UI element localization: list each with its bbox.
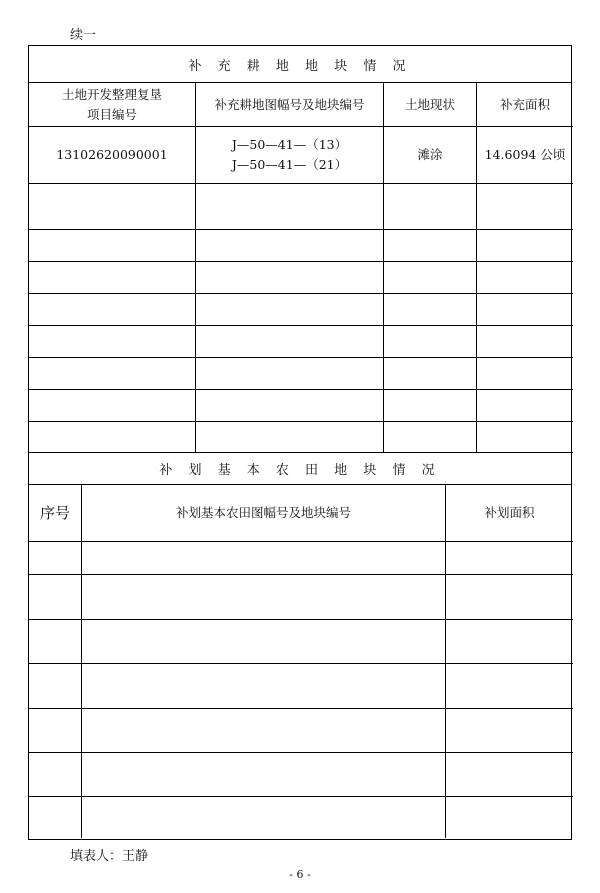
header-map-number: 补充耕地图幅号及地块编号 — [196, 83, 384, 127]
empty-cell — [477, 390, 573, 422]
empty-cell — [477, 294, 573, 326]
empty-cell — [196, 422, 384, 453]
continued-label: 续一 — [70, 28, 97, 43]
empty-cell — [477, 230, 573, 262]
empty-cell — [477, 422, 573, 453]
empty-cell — [82, 620, 446, 664]
empty-cell — [196, 184, 384, 230]
empty-cell — [384, 326, 477, 358]
header-project-number — [29, 83, 196, 127]
empty-cell — [196, 294, 384, 326]
page-number: - 6 - — [289, 868, 311, 881]
empty-cell — [446, 542, 573, 575]
header-area: 补充面积 — [477, 83, 573, 127]
empty-cell — [384, 294, 477, 326]
empty-cell — [82, 753, 446, 797]
empty-cell — [82, 664, 446, 709]
empty-cell — [82, 542, 446, 575]
empty-cell — [446, 709, 573, 753]
empty-cell — [384, 422, 477, 453]
empty-cell — [477, 326, 573, 358]
empty-cell — [477, 184, 573, 230]
empty-cell — [29, 575, 82, 620]
empty-cell — [384, 390, 477, 422]
empty-cell — [29, 709, 82, 753]
empty-cell — [446, 620, 573, 664]
header-farmland-map-number: 补划基本农田图幅号及地块编号 — [82, 485, 446, 542]
empty-cell — [196, 230, 384, 262]
area-cell: 14.6094 公顷 — [477, 127, 573, 184]
empty-cell — [446, 664, 573, 709]
header-seq: 序号 — [29, 485, 82, 542]
empty-cell — [29, 390, 196, 422]
empty-cell — [82, 797, 446, 838]
filler-label: 填表人： — [70, 849, 123, 864]
filler-name: 王静 — [122, 849, 149, 864]
empty-cell — [29, 664, 82, 709]
empty-cell — [384, 184, 477, 230]
arable-section-title: 补 充 耕 地 地 块 情 况 — [29, 46, 571, 83]
empty-cell — [29, 326, 196, 358]
empty-cell — [196, 390, 384, 422]
empty-cell — [82, 709, 446, 753]
map-number-1: J—50—41—（13） — [231, 137, 348, 152]
empty-cell — [29, 620, 82, 664]
empty-cell — [82, 575, 446, 620]
empty-cell — [446, 575, 573, 620]
empty-cell — [29, 184, 196, 230]
project-number-cell: 13102620090001 — [29, 127, 196, 184]
header-farmland-area: 补划面积 — [446, 485, 573, 542]
map-number-cell — [196, 127, 384, 184]
empty-cell — [29, 230, 196, 262]
header-land-status: 土地现状 — [384, 83, 477, 127]
empty-cell — [384, 358, 477, 390]
empty-cell — [384, 262, 477, 294]
empty-cell — [384, 230, 477, 262]
land-status-cell: 滩涂 — [384, 127, 477, 184]
empty-cell — [29, 797, 82, 838]
empty-cell — [29, 422, 196, 453]
empty-cell — [29, 294, 196, 326]
farmland-section-title: 补 划 基 本 农 田 地 块 情 况 — [29, 453, 571, 485]
header-project-line1: 土地开发整理复垦 — [61, 86, 162, 102]
empty-cell — [29, 753, 82, 797]
filler-line — [70, 845, 148, 864]
map-number-2: J—50—41—（21） — [231, 157, 348, 172]
empty-cell — [196, 358, 384, 390]
empty-cell — [29, 358, 196, 390]
form-table — [28, 45, 572, 840]
empty-cell — [196, 326, 384, 358]
empty-cell — [29, 542, 82, 575]
empty-cell — [29, 262, 196, 294]
empty-cell — [477, 262, 573, 294]
empty-cell — [446, 797, 573, 838]
header-project-line2: 项目编号 — [86, 106, 137, 122]
empty-cell — [196, 262, 384, 294]
empty-cell — [477, 358, 573, 390]
empty-cell — [446, 753, 573, 797]
